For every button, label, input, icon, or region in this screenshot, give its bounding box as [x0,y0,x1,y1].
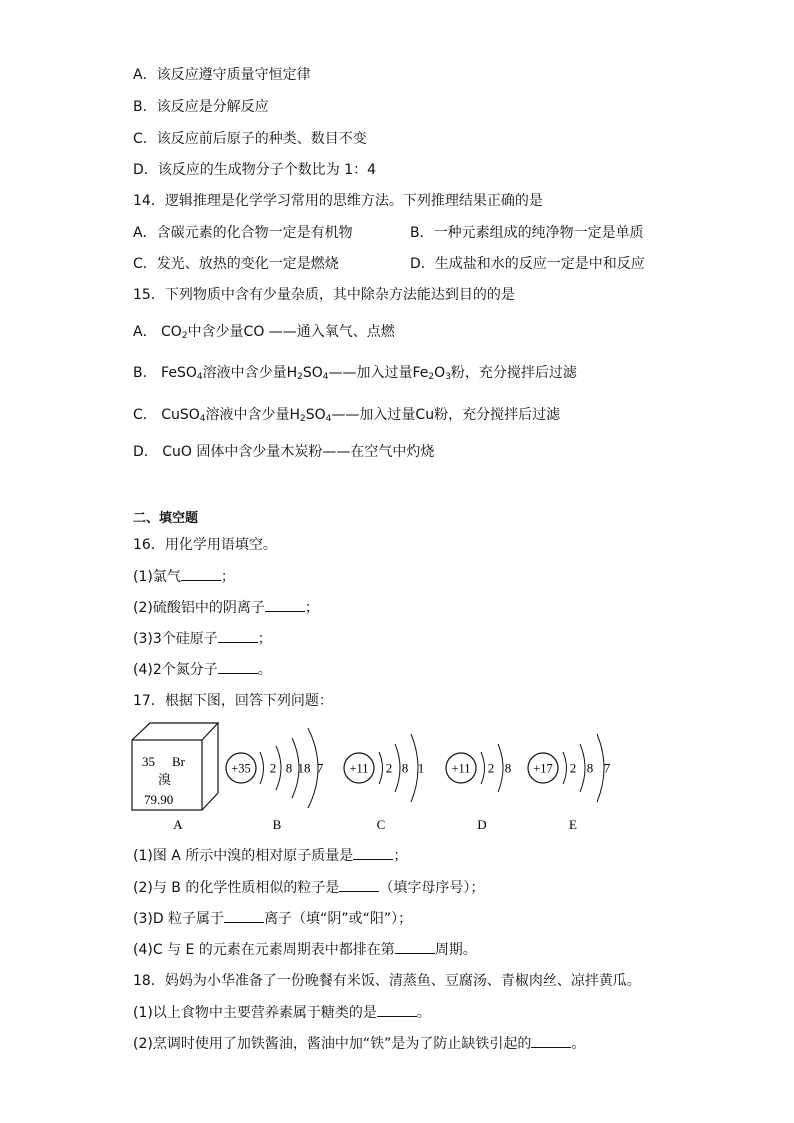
section-title: 二、填空题 [133,511,199,526]
svg-text:7: 7 [603,760,611,776]
q15-option-c: C． CuSO$_4$溶液中含少量$H_2SO_4——$加入过量Cu粉，充分搅拌后过滤 [133,407,561,424]
q15-option-b: B． FeSO$_4$溶液中含少量$H_2SO_4——$加入过量$Fe_2O_3$粉，充分搅拌后过滤 [133,365,577,382]
q14-option-c: C．发光、放热的变化一定是燃烧 [133,256,339,272]
answer-blank[interactable] [377,1004,417,1017]
q18-item-2: (2)烹调时使用了加铁酱油，酱油中加“铁”是为了防止缺铁引起的 。 [133,1036,586,1052]
figure-label-d: D [477,817,487,832]
figure-label-c: C [376,817,386,832]
q17-item-2: (2)与 B 的化学性质相似的粒子是 （填字母序号）； [133,880,485,896]
q15-stem: 15．下列物质中含有少量杂质，其中除杂方法能达到目的的是 [133,287,515,303]
q14-option-a: A．含碳元素的化合物一定是有机物 [133,225,353,241]
shell-electrons: 2 [269,760,277,776]
atom-diagram-e [528,734,611,802]
answer-blank[interactable] [181,568,221,581]
q15-option-d: D． CuO 固体中含少量木炭粉——在空气中灼烧 [133,444,435,460]
q16-item-2: (2)硫酸铝中的阴离子 ； [133,600,319,616]
q16-item-4: (4)2个氮分子 。 [133,662,272,678]
svg-text:1: 1 [417,760,425,776]
answer-blank[interactable] [218,661,258,674]
figure-label-b: B [272,817,282,832]
answer-blank[interactable] [224,910,264,923]
atomic-structure-figure [130,718,630,838]
q15-option-a: A． $CO_2$中含少量CO ——通入氧气、点燃 [133,324,395,341]
q18-item-1: (1)以上食物中主要营养素属于糖类的是 。 [133,1005,431,1021]
q14-option-d: D．生成盐和水的反应一定是中和反应 [410,256,645,272]
figure-label-a: A [173,817,183,832]
nucleus-charge: +35 [231,761,251,776]
element-name: 溴 [158,773,172,788]
q16-item-1: (1)氯气 ； [133,569,235,585]
svg-text:8: 8 [401,760,409,776]
atom-diagram-d [446,744,511,792]
svg-text:+11: +11 [451,761,471,776]
answer-blank[interactable] [395,941,435,954]
q16-item-3: (3)3个硅原子 ； [133,631,272,647]
q17-item-3: (3)D 粒子属于 离子（填“阴”或“阳”）； [133,911,413,927]
q18-stem: 18．妈妈为小华准备了一份晚餐有米饭、清蒸鱼、豆腐汤、青椒肉丝、凉拌黄瓜。 [133,973,641,989]
atom-diagram-c [344,734,424,802]
answer-blank[interactable] [218,630,258,643]
svg-text:2: 2 [487,760,495,776]
svg-text:8: 8 [504,760,512,776]
q16-stem: 16．用化学用语填空。 [133,537,277,553]
element-symbol: Br [172,754,185,769]
figure-label-e: E [569,817,577,832]
svg-text:2: 2 [569,760,577,776]
q17-item-1: (1)图 A 所示中溴的相对原子质量是 ； [133,848,408,864]
shell-electrons: 18 [297,760,311,776]
svg-text:+17: +17 [533,761,553,776]
q14-option-b: B．一种元素组成的纯净物一定是单质 [410,225,644,241]
q14-stem: 14．逻辑推理是化学学习常用的思维方法。下列推理结果正确的是 [133,193,543,209]
q13-option-a: A．该反应遵守质量守恒定律 [133,67,311,83]
q17-item-4: (4)C 与 E 的元素在元素周期表中都排在第 周期。 [133,942,477,958]
q13-option-b: B．该反应是分解反应 [133,99,269,115]
atomic-number: 35 [142,754,155,769]
atom-diagram-b [226,728,324,808]
answer-blank[interactable] [339,879,379,892]
svg-text:+11: +11 [349,761,369,776]
svg-text:2: 2 [385,760,393,776]
atomic-mass: 79.90 [144,792,174,807]
answer-blank[interactable] [265,599,305,612]
shell-electrons: 8 [285,760,293,776]
answer-blank[interactable] [353,847,393,860]
svg-text:8: 8 [586,760,594,776]
shell-electrons: 7 [316,760,324,776]
answer-blank[interactable] [531,1035,571,1048]
q17-stem: 17．根据下图，回答下列问题： [133,693,333,709]
q13-option-c: C．该反应前后原子的种类、数目不变 [133,131,367,147]
q13-option-d: D．该反应的生成物分子个数比为 1：4 [133,162,377,178]
